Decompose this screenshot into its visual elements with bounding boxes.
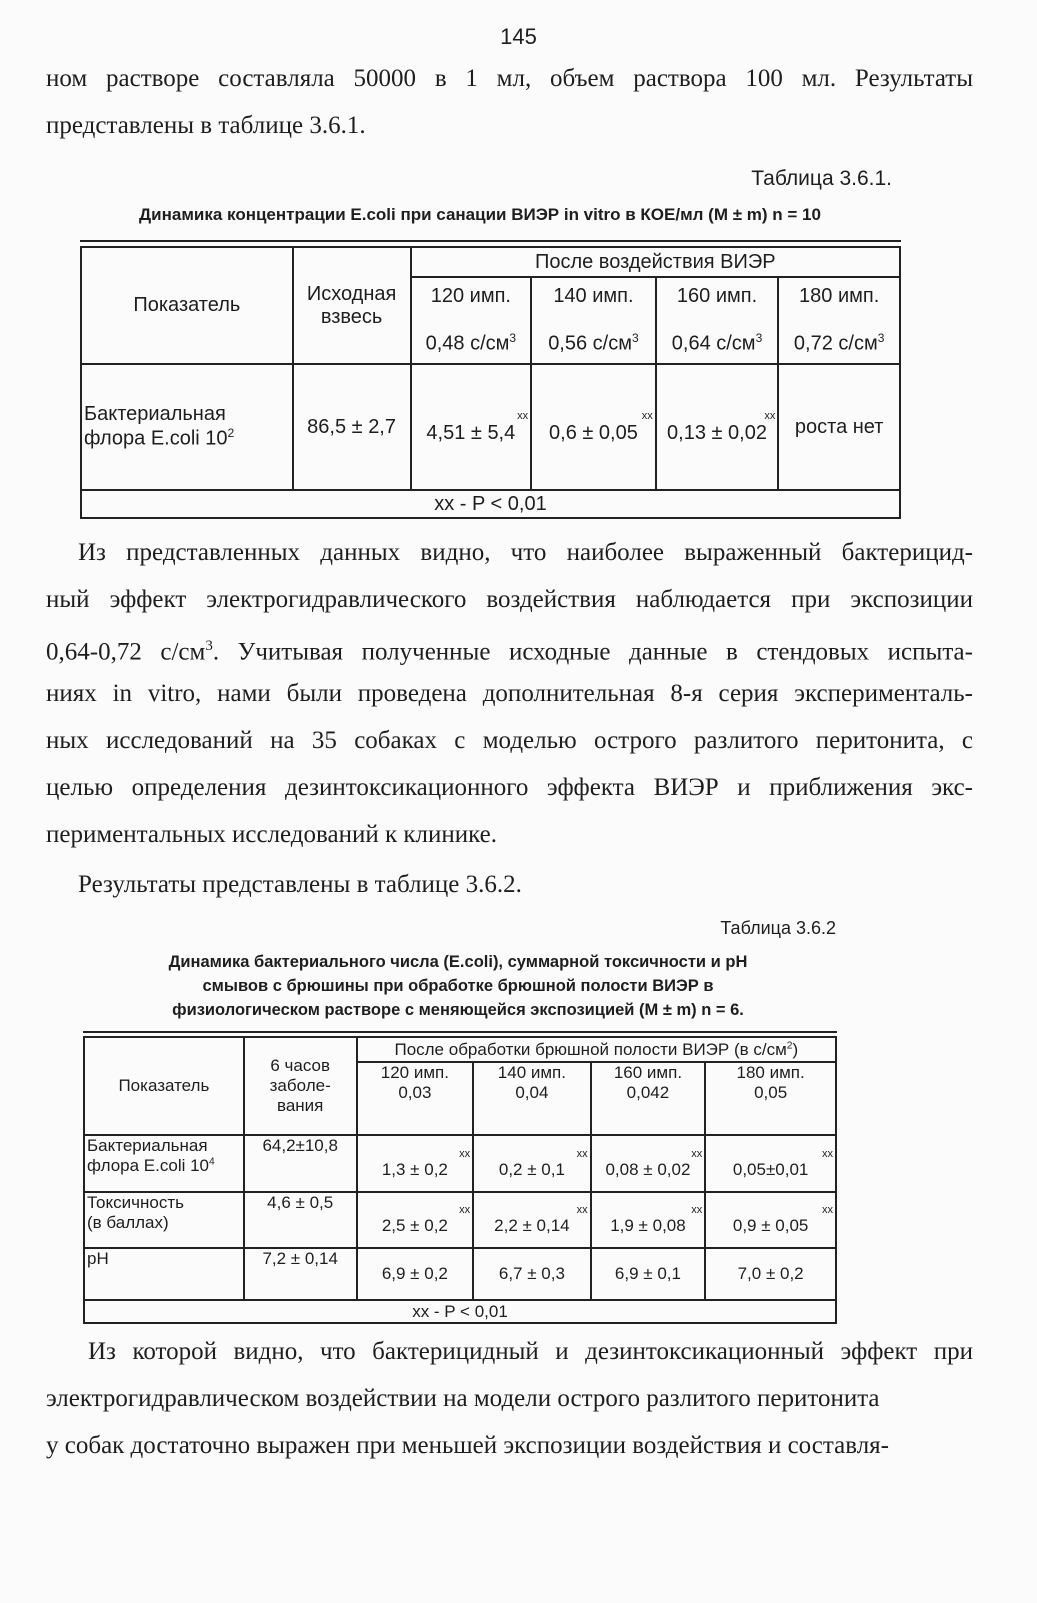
- row-label-line: Бактериальная: [87, 1136, 208, 1155]
- body-paragraph: [46, 529, 973, 908]
- hours-value: 64,2±10,8: [244, 1135, 357, 1192]
- header-after: После воздействия ВИЭР: [411, 247, 900, 277]
- text-fragment: 0,64-0,72 с/см: [46, 638, 206, 666]
- row-label-line: Бактериальная: [84, 403, 226, 426]
- body-paragraph: [46, 1328, 973, 1469]
- header-col: [411, 277, 532, 364]
- table-rule: [83, 1031, 837, 1033]
- col-imp: 120 имп.: [380, 1063, 449, 1082]
- text-line: ниях in vitro, нами были проведена дополнительная 8-я серия эксперименталь-: [46, 680, 973, 707]
- text-line: ный эффект электрогидравлического воздействия наблюдается при экспозиции: [46, 586, 973, 613]
- col-dose: 0,04: [515, 1083, 549, 1102]
- superscript: 2: [786, 1039, 793, 1051]
- header-hours-line: заболе-: [269, 1076, 331, 1095]
- significance-marker: xx: [822, 1147, 833, 1160]
- value: 0,05±0,01: [732, 1159, 809, 1179]
- value-cell: [591, 1192, 706, 1248]
- significance-marker: xx: [764, 409, 776, 422]
- header-col: [656, 277, 779, 364]
- value-cell: [705, 1192, 836, 1248]
- col-dose-exp: 3: [755, 331, 763, 346]
- header-col: [778, 277, 900, 364]
- col-dose: 0,72 с/см: [793, 332, 878, 355]
- value-cell: 6,9 ± 0,2: [357, 1248, 474, 1300]
- table-label: Таблица 3.6.1.: [751, 167, 892, 190]
- col-dose-exp: 3: [877, 331, 885, 346]
- header-after-text: После обработки брюшной полости ВИЭР (в с/см: [394, 1039, 787, 1059]
- header-col: [357, 1062, 474, 1135]
- significance-marker: xx: [691, 1147, 703, 1160]
- significance-marker: xx: [459, 1204, 471, 1216]
- header-col: [531, 277, 656, 364]
- value: 0,9 ± 0,05: [732, 1216, 809, 1235]
- row-label: [81, 364, 293, 490]
- text-line: электрогидравлическом воздействии на модели острого разлитого перитонита: [46, 1385, 880, 1412]
- col-dose: 0,03: [398, 1083, 432, 1102]
- header-after: [357, 1037, 836, 1062]
- header-initial-line: взвесь: [320, 305, 383, 328]
- text-line: периментальных исследований к клинике.: [46, 821, 498, 848]
- row-label-line: (в баллах): [87, 1213, 169, 1232]
- row-label-exp: 4: [209, 1156, 215, 1168]
- value-cell: роста нет: [778, 364, 900, 490]
- value: 2,2 ± 0,14: [494, 1216, 570, 1235]
- value-cell: [591, 1135, 706, 1192]
- value-cell: [531, 364, 656, 490]
- text-line: [46, 623, 973, 670]
- text-line: представлены в таблице 3.6.1.: [46, 112, 366, 139]
- significance-marker: xx: [576, 1204, 588, 1216]
- col-dose: 0,64 с/см: [671, 332, 756, 355]
- value-cell: [357, 1135, 474, 1192]
- col-imp: 140 имп.: [497, 1063, 566, 1082]
- row-label: pH: [84, 1248, 244, 1300]
- value: 0,08 ± 0,02: [605, 1159, 691, 1179]
- caption-line: Динамика бактериального числа (E.coli), суммарной токсичности и pH: [168, 953, 748, 971]
- col-imp: 180 имп.: [736, 1063, 805, 1082]
- text-fragment: . Учитывая полученные исходные данные в стендовых испыта-: [212, 638, 973, 666]
- significance-marker: xx: [517, 409, 529, 422]
- table-footnote: xx - P < 0,01: [81, 490, 900, 518]
- header-indicator: Показатель: [81, 247, 293, 364]
- header-initial-line: Исходная: [306, 282, 397, 305]
- value: 0,6 ± 0,05: [549, 421, 638, 444]
- initial-value: 86,5 ± 2,7: [293, 364, 411, 490]
- table-footnote: xx - P < 0,01: [84, 1300, 836, 1323]
- text-line: ном растворе составляла 50000 в 1 мл, объем раствора 100 мл. Результаты: [46, 65, 973, 92]
- intro-paragraph: [46, 55, 973, 149]
- header-initial: [293, 247, 411, 364]
- page-number: 145: [500, 24, 537, 49]
- row-label: [84, 1135, 244, 1192]
- header-after-close: ): [792, 1039, 799, 1059]
- text-line: Результаты представлены в таблице 3.6.2.: [78, 871, 522, 898]
- value: 0,13 ± 0,02: [667, 421, 767, 444]
- table-caption: Динамика концентрации E.coli при санации ВИЭР in vitro в КОЕ/мл (M ± m) n = 10: [139, 205, 821, 224]
- col-imp: 160 имп.: [613, 1063, 683, 1082]
- superscript: 3: [205, 638, 213, 654]
- value-cell: 7,0 ± 0,2: [705, 1248, 836, 1300]
- col-imp: 140 имп.: [553, 285, 634, 308]
- value-cell: [473, 1135, 591, 1192]
- hours-value: 7,2 ± 0,14: [244, 1248, 357, 1300]
- significance-marker: xx: [691, 1204, 703, 1216]
- row-label: [84, 1192, 244, 1248]
- value: 4,51 ± 5,4: [426, 421, 516, 444]
- value-cell: [473, 1192, 591, 1248]
- table-label: Таблица 3.6.2: [720, 918, 836, 938]
- col-dose: 0,042: [626, 1083, 670, 1102]
- col-imp: 180 имп.: [799, 285, 880, 308]
- col-imp: 160 имп.: [676, 285, 758, 308]
- hours-value: 4,6 ± 0,5: [244, 1192, 357, 1248]
- value: 1,9 ± 0,08: [610, 1216, 686, 1235]
- col-dose: 0,05: [754, 1083, 788, 1102]
- value: 1,3 ± 0,2: [381, 1159, 448, 1179]
- significance-marker: xx: [576, 1147, 588, 1160]
- header-hours: [244, 1037, 357, 1135]
- value-cell: [656, 364, 779, 490]
- value: 0,2 ± 0,1: [498, 1159, 565, 1179]
- caption-line: физиологическом растворе с меняющейся экспозицией (M ± m) n = 6.: [172, 1001, 744, 1019]
- col-dose-exp: 3: [509, 331, 517, 346]
- value-cell: [357, 1192, 474, 1248]
- value-cell: 6,7 ± 0,3: [473, 1248, 591, 1300]
- header-col: [705, 1062, 836, 1135]
- text-line: у собак достаточно выражен при меньшей экспозиции воздействия и составля-: [46, 1432, 889, 1459]
- value: 2,5 ± 0,2: [381, 1216, 448, 1235]
- col-imp: 120 имп.: [430, 285, 511, 308]
- text-line: целью определения дезинтоксикационного эффекта ВИЭР и приближения экс-: [46, 774, 973, 801]
- significance-marker: xx: [459, 1147, 471, 1160]
- row-label-exp: 2: [227, 426, 235, 441]
- value-cell: 6,9 ± 0,1: [591, 1248, 706, 1300]
- table-caption: [80, 950, 836, 1022]
- col-dose: 0,48 с/см: [425, 332, 510, 355]
- header-hours-line: вания: [277, 1096, 324, 1115]
- significance-marker: xx: [641, 409, 653, 422]
- value-cell: [411, 364, 532, 490]
- col-dose: 0,56 с/см: [548, 332, 632, 355]
- row-label-line: флора E.coli 10: [84, 427, 228, 450]
- header-indicator: Показатель: [84, 1037, 244, 1135]
- caption-line: смывов с брюшины при обработке брюшной полости ВИЭР в: [202, 977, 714, 995]
- text-line: Из которой видно, что бактерицидный и дезинтоксикационный эффект при: [88, 1338, 973, 1365]
- concentration-table: [80, 246, 901, 519]
- text-line: ных исследований на 35 собаках с моделью острого разлитого перитонита, с: [46, 727, 973, 754]
- header-col: [473, 1062, 591, 1135]
- significance-marker: xx: [822, 1204, 833, 1216]
- header-hours-line: 6 часов: [270, 1056, 331, 1075]
- text-line: Из представленных данных видно, что наиболее выраженный бактерицид-: [78, 539, 973, 566]
- table-rule: [80, 240, 901, 242]
- value-cell: [705, 1135, 836, 1192]
- row-label-line: флора E.coli 10: [87, 1156, 210, 1175]
- header-col: [591, 1062, 706, 1135]
- row-label-line: Токсичность: [87, 1193, 184, 1212]
- peritonitis-table: [83, 1036, 837, 1324]
- col-dose-exp: 3: [631, 331, 639, 346]
